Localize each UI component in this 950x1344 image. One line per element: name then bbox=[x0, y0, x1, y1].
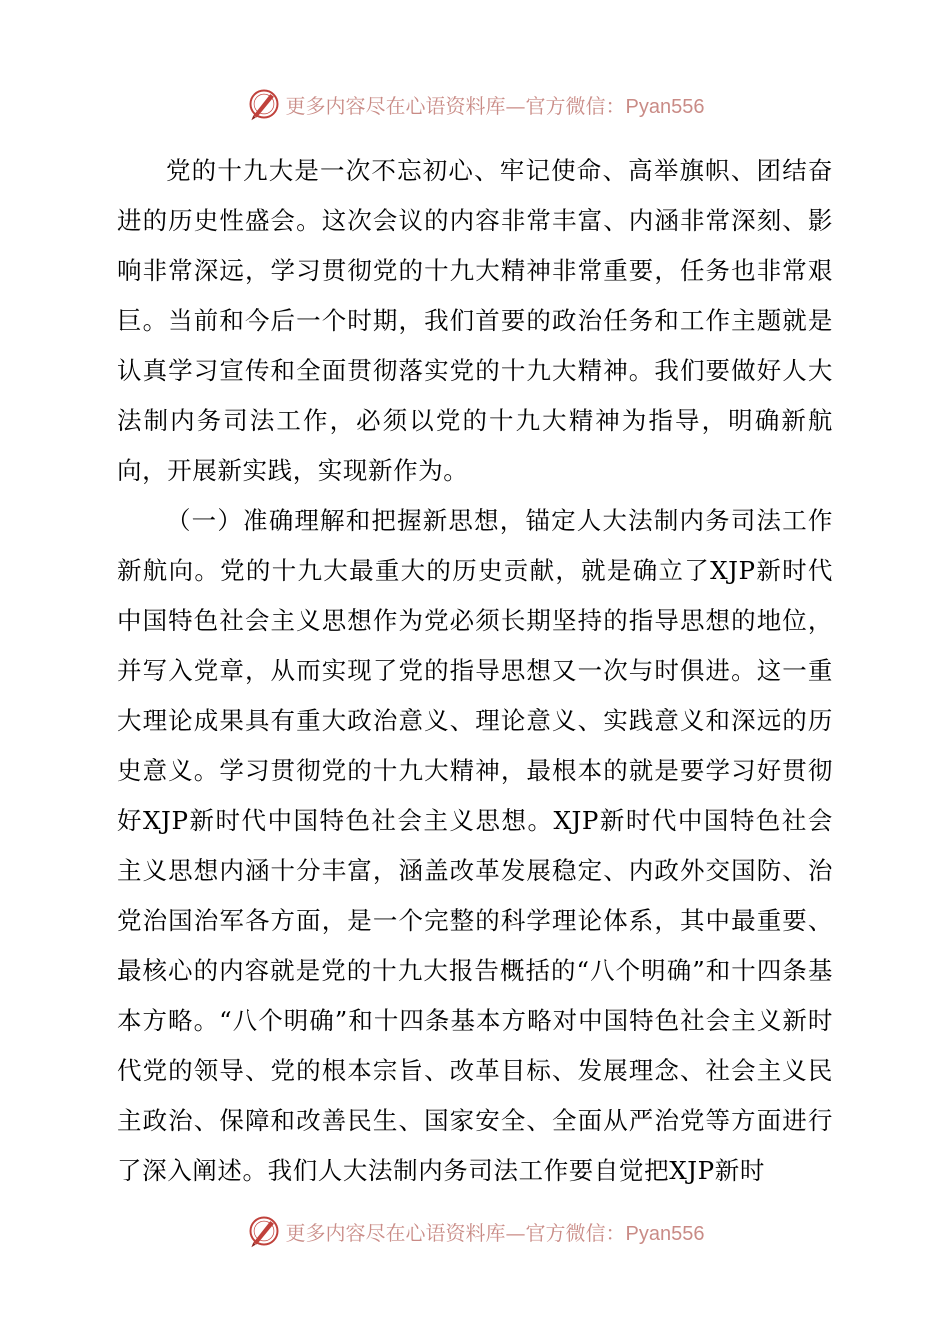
watermark-text: 更多内容尽在心语资料库—官方微信：Pyan556 bbox=[285, 93, 705, 118]
pen-circle-logo-icon bbox=[246, 86, 282, 122]
watermark-wechat-id: Pyan556 bbox=[625, 1222, 705, 1245]
paragraph-intro: 党的十九大是一次不忘初心、牢记使命、高举旗帜、团结奋进的历史性盛会。这次会议的内容非常丰富、内涵非常深刻、影响非常深远，学习贯彻党的十九大精神非常重要，任务也非常艰巨。当前和今后一个时期，我们首要的政治任务和工作主题就是认真学习宣传和全面贯彻落实党的十九大精神。我们要做好人大法制内务司法工作，必须以党的十九大精神为指导，明确新航向，开展新实践，实现新作为。 bbox=[117, 156, 833, 485]
document-body bbox=[117, 146, 833, 1196]
watermark-wechat-id: Pyan556 bbox=[625, 95, 705, 118]
pen-circle-logo-icon bbox=[246, 1213, 282, 1249]
footer-watermark bbox=[0, 1211, 950, 1251]
paragraph-section-one: （一）准确理解和把握新思想，锚定人大法制内务司法工作新航向。党的十九大最重大的历史贡献，就是确立了XJP新时代中国特色社会主义思想作为党必须长期坚持的指导思想的地位，并写入党章，从而实现了党的指导思想又一次与时俱进。这一重大理论成果具有重大政治意义、理论意义、实践意义和深远的历史意义。学习贯彻党的十九大精神，最根本的就是要学习好贯彻好XJP新时代中国特色社会主义思想。XJP新时代中国特色社会主义思想内涵十分丰富，涵盖改革发展稳定、内政外交国防、治党治国治军各方面，是一个完整的科学理论体系，其中最重要、最核心的内容就是党的十九大报告概括的“八个明确”和十四条基本方略。“八个明确”和十四条基本方略对中国特色社会主义新时代党的领导、党的根本宗旨、改革目标、发展理念、社会主义民主政治、保障和改善民生、国家安全、全面从严治党等方面进行了深入阐述。我们人大法制内务司法工作要自觉把XJP新时 bbox=[117, 506, 833, 1185]
header-watermark bbox=[0, 84, 950, 124]
watermark-text: 更多内容尽在心语资料库—官方微信：Pyan556 bbox=[285, 1220, 705, 1245]
